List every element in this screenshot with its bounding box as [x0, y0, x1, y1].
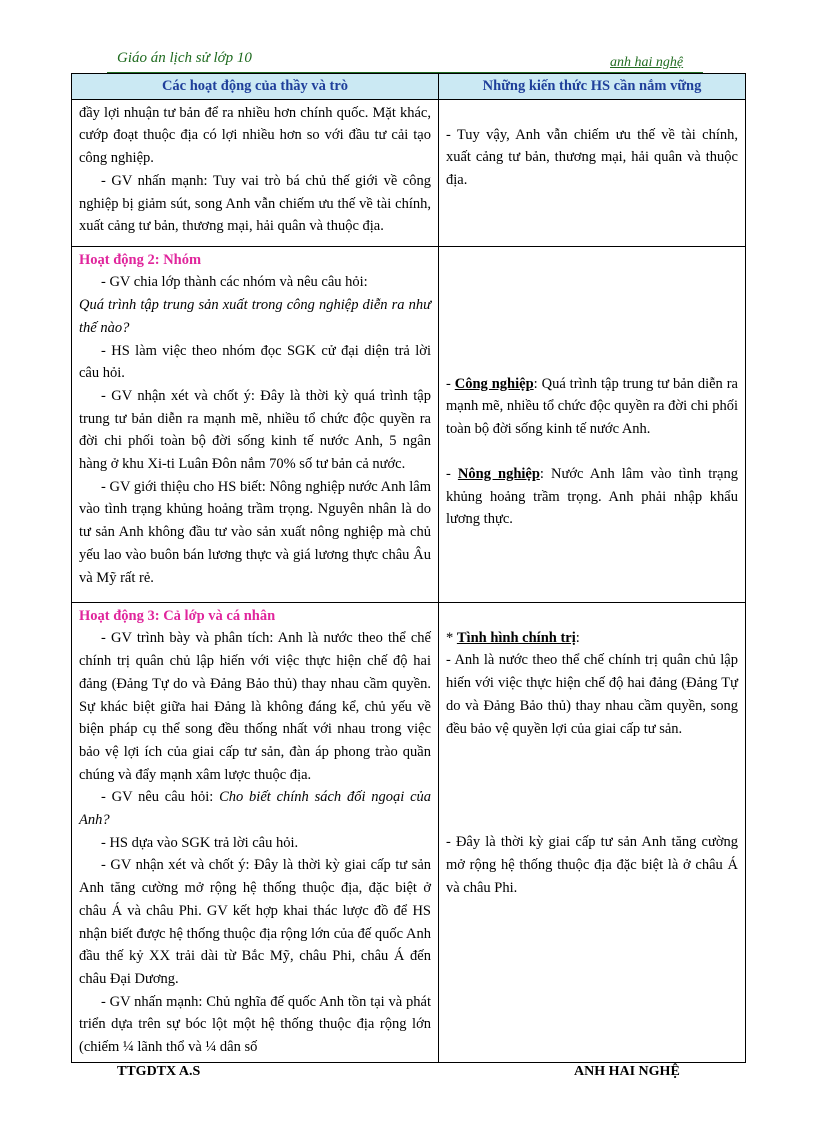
paragraph — [79, 786, 431, 831]
activity-heading: Hoạt động 2: Nhóm — [79, 251, 202, 268]
table-row — [72, 99, 746, 246]
header-title: Giáo án lịch sử lớp 10 — [117, 50, 252, 66]
paragraph — [446, 373, 738, 441]
paragraph: - GV nhấn mạnh: Tuy vai trò bá chủ thế giới về công nghiệp bị giảm sút, song Anh vẫn chiếm ưu thế về tài chính, xuất cảng tư bản, thương mại, hải quân và thuộc địa. — [79, 172, 431, 235]
header-author: anh hai nghệ — [610, 55, 684, 70]
label-industry: Công nghiệp — [454, 375, 534, 392]
activity-heading: Hoạt động 3: Cả lớp và cá nhân — [79, 607, 276, 624]
label-politics: Tình hình chính trị — [456, 629, 576, 646]
text: : Nước Anh lâm vào tình trạng khủng hoảng trầm trọng. Anh phải nhập khẩu lương thực. — [446, 465, 738, 528]
col-activities-header: Các hoạt động của thầy và trò — [72, 74, 439, 100]
row3-activities — [72, 602, 439, 1062]
label-agriculture: Nông nghiệp — [457, 465, 540, 482]
lesson-table — [71, 73, 746, 1063]
prefix: - — [446, 375, 455, 392]
paragraph: - Đây là thời kỳ giai cấp tư sản Anh tăng cường mở rộng hệ thống thuộc địa đặc biệt là ở châu Á và châu Phi. — [446, 834, 738, 896]
table-row — [72, 246, 746, 602]
paragraph: - Anh là nước theo thể chế chính trị quân chủ lập hiến với việc thực hiện chế độ hai đảng (Đảng Tự do và Đảng Bảo thủ) thay nhau cầm quyền, song đều bảo vệ quyền lợi của giai cấp tư sản. — [446, 652, 738, 737]
paragraph — [446, 627, 738, 650]
row2-knowledge — [439, 246, 746, 602]
paragraph: - GV giới thiệu cho HS biết: Nông nghiệp nước Anh lâm vào tình trạng khủng hoảng trầm trọng. Nguyên nhân là do tư sản Anh không đầu tư vào sản xuất nông nghiệp mà chủ yếu lao vào buôn bán lương thực và giá lương thực châu Âu và Mỹ rất rẻ. — [79, 478, 431, 586]
row2-activities — [72, 246, 439, 602]
prefix: - — [446, 465, 458, 482]
paragraph: đầy lợi nhuận tư bản để ra nhiều hơn chính quốc. Mặt khác, cướp đoạt thuộc địa có lợi nhiều hơn so với đầu tư cải tạo công nghiệp. — [79, 104, 431, 167]
row3-knowledge — [439, 602, 746, 1062]
paragraph — [446, 463, 738, 531]
paragraph: - HS dựa vào SGK trả lời câu hỏi. — [101, 834, 299, 851]
paragraph: - GV chia lớp thành các nhóm và nêu câu hỏi: — [101, 274, 368, 291]
question: Quá trình tập trung sản xuất trong công nghiệp diễn ra như thế nào? — [79, 297, 431, 336]
col-knowledge-header: Những kiến thức HS cần nắm vững — [439, 74, 746, 100]
paragraph: - GV nhận xét và chốt ý: Đây là thời kỳ quá trình tập trung tư bản diễn ra mạnh mẽ, nhiều tổ chức độc quyền ra đời chi phối toàn bộ đời sống kinh tế nước Anh, 5 ngân hàng ở khu Xi-ti Luân Đôn nắm 70% số tư bản cả nước. — [79, 387, 431, 473]
paragraph: - GV trình bày và phân tích: Anh là nước theo thể chế chính trị quân chủ lập hiến với việc thực hiện chế độ hai đảng (Đảng Tự do và Đảng Bảo thủ) thay nhau cầm quyền. Sự khác biệt giữa hai Đảng là không đáng kể, chủ yếu về biện pháp cụ thể song đều thống nhất với nhau trong việc bảo vệ lợi ích của giai cấp tư sản, đàn áp phong trào quần chúng và đẩy mạnh xâm lược thuộc địa. — [79, 630, 431, 783]
text: : Quá trình tập trung tư bản diễn ra mạnh mẽ, nhiều tổ chức độc quyền ra đời chi phối toàn bộ đời sống kinh tế nước Anh. — [446, 375, 738, 438]
text: - GV nêu câu hỏi: — [101, 789, 220, 806]
suffix: : — [575, 629, 580, 646]
footer-center-name: TTGDTX A.S — [117, 1064, 201, 1079]
row1-activities — [72, 99, 439, 246]
question: Cho biết chính sách đối ngoại của Anh? — [79, 789, 432, 829]
prefix: * — [446, 629, 457, 646]
row1-knowledge — [439, 99, 746, 246]
paragraph: - GV nhấn mạnh: Chủ nghĩa đế quốc Anh tồn tại và phát triển dựa trên sự bóc lột một hệ thống thuộc địa rộng lớn (chiếm ¼ lãnh thổ và ¼ dân số — [79, 993, 431, 1056]
paragraph: - HS làm việc theo nhóm đọc SGK cử đại diện trả lời câu hỏi. — [79, 342, 431, 382]
table-header-row — [72, 74, 746, 100]
paragraph: - Tuy vậy, Anh vẫn chiếm ưu thế về tài chính, xuất cảng tư bản, thương mại, hải quân và thuộc địa. — [446, 126, 738, 189]
paragraph: - GV nhận xét và chốt ý: Đây là thời kỳ giai cấp tư sản Anh tăng cường mở rộng hệ thống thuộc địa, đặc biệt ở châu Á và châu Phi. GV kết hợp khai thác lược đồ để HS nhận biết được hệ thống thuộc địa rộng lớn của đế quốc Anh đầu thế kỷ XX trải dài từ Bắc Mỹ, châu Phi, châu Á đến châu Đại Dương. — [79, 857, 431, 987]
table-row — [72, 602, 746, 1062]
footer-author: ANH HAI NGHỆ — [574, 1064, 680, 1079]
